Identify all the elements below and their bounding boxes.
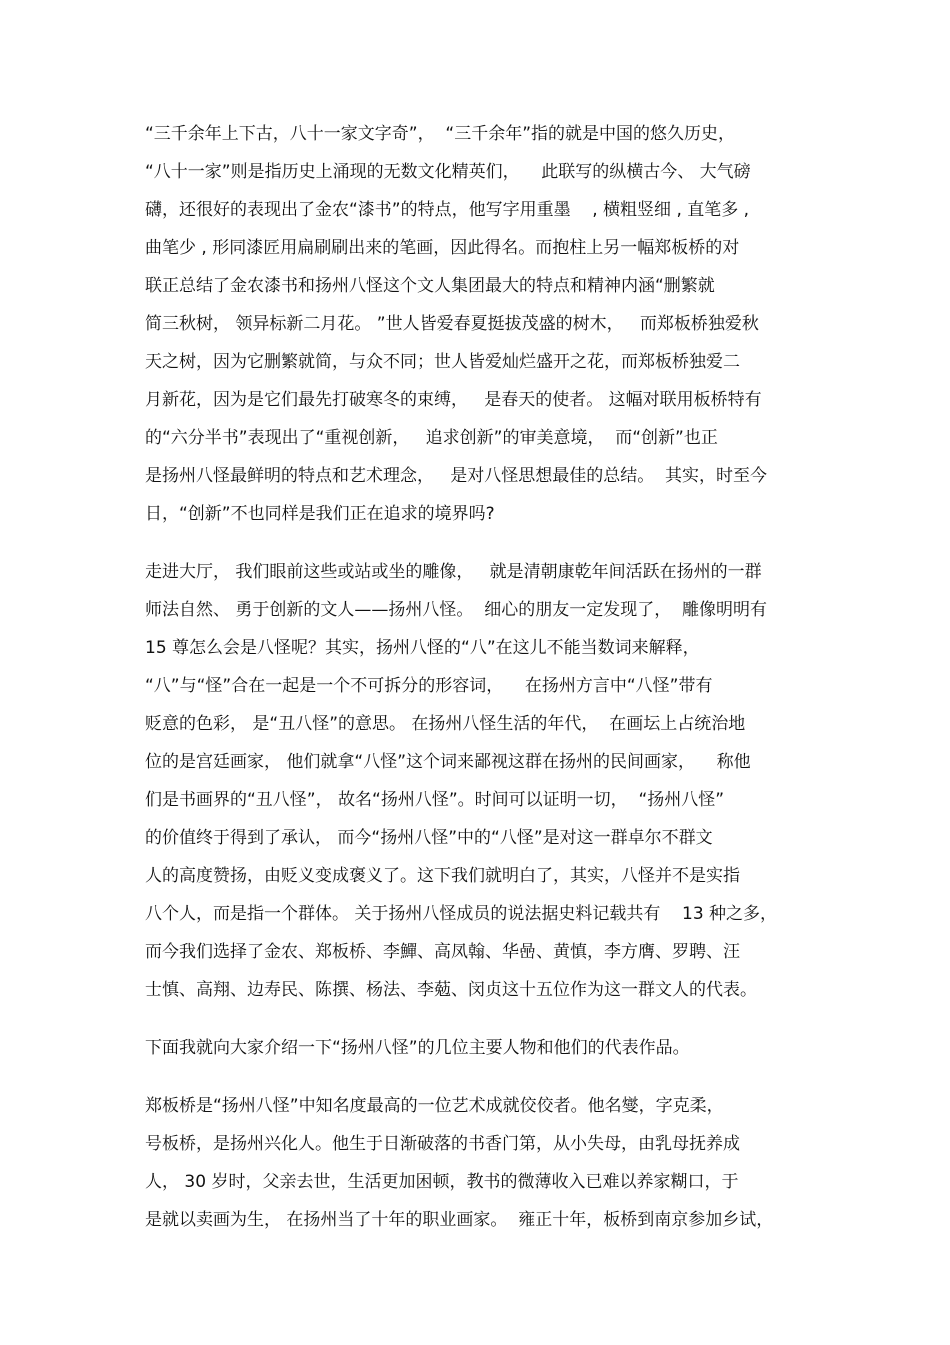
text-line: 下面我就向大家介绍一下“扬州八怪”的几位主要人物和他们的代表作品。 xyxy=(145,1038,690,1058)
text-line: 礴，还很好的表现出了金农“漆书”的特点，他写字用重墨 , 横粗竖细 , 直笔多 , xyxy=(145,200,750,220)
text-line: 走进大厅， 我们眼前这些或站或坐的雕像， 就是清朝康乾年间活跃在扬州的一群 xyxy=(145,562,762,582)
text-line: 郑板桥是“扬州八怪”中知名度最高的一位艺术成就佼佼者。他名燮，字克柔， xyxy=(145,1096,724,1116)
text-line: 是扬州八怪最鲜明的特点和艺术理念， 是对八怪思想最佳的总结。 其实，时至今 xyxy=(145,466,768,486)
text-line: 日，“创新”不也同样是我们正在追求的境界吗? xyxy=(145,504,495,524)
text-line: 曲笔少 , 形同漆匠用扁刷刷出来的笔画，因此得名。而抱柱上另一幅郑板桥的对 xyxy=(145,238,740,258)
text-line: 联正总结了金农漆书和扬州八怪这个文人集团最大的特点和精神内涵“删繁就 xyxy=(145,276,715,296)
text-line: 15 尊怎么会是八怪呢？其实，扬州八怪的“八”在这儿不能当数词来解释， xyxy=(145,638,700,658)
text-line: 们是书画界的“丑八怪”， 故名“扬州八怪”。时间可以证明一切， “扬州八怪” xyxy=(145,790,725,810)
text-line: 的“六分半书”表现出了“重视创新， 追求创新”的审美意境， 而“创新”也正 xyxy=(145,428,718,448)
text-line: 位的是宫廷画家， 他们就拿“八怪”这个词来鄙视这群在扬州的民间画家， 称他 xyxy=(145,752,751,772)
text-line: 号板桥，是扬州兴化人。他生于日渐破落的书香门第，从小失母，由乳母抚养成 xyxy=(145,1134,740,1154)
text-line: “八十一家”则是指历史上涌现的无数文化精英们， 此联写的纵横古今、 大气磅 xyxy=(145,162,751,182)
text-line: 士慎、高翔、边寿民、陈撰、杨法、李葂、闵贞这十五位作为这一群文人的代表。 xyxy=(145,980,757,1000)
text-line: “八”与“怪”合在一起是一个不可拆分的形容词， 在扬州方言中“八怪”带有 xyxy=(145,676,713,696)
text-line: 简三秋树， 领异标新二月花。 ”世人皆爱春夏挺拔茂盛的树木， 而郑板桥独爱秋 xyxy=(145,314,759,334)
text-line: 的价值终于得到了承认， 而今“扬州八怪”中的“八怪”是对这一群卓尔不群文 xyxy=(145,828,713,848)
text-line: 人的高度赞扬，由贬义变成褒义了。这下我们就明白了，其实，八怪并不是实指 xyxy=(145,866,740,886)
text-line: 是就以卖画为生， 在扬州当了十年的职业画家。 雍正十年，板桥到南京参加乡试， xyxy=(145,1210,774,1230)
text-line: 人， 30 岁时，父亲去世，生活更加困顿，教书的微薄收入已难以养家糊口，于 xyxy=(145,1172,739,1192)
text-line: 师法自然、 勇于创新的文人——扬州八怪。 细心的朋友一定发现了， 雕像明明有 xyxy=(145,600,768,620)
text-line: 而今我们选择了金农、郑板桥、李鱓、高凤翰、华喦、黄慎，李方膺、罗聘、汪 xyxy=(145,942,740,962)
text-line: “三千余年上下古，八十一家文字奇”， “三千余年”指的就是中国的悠久历史， xyxy=(145,124,736,144)
text-line: 贬意的色彩， 是“丑八怪”的意思。 在扬州八怪生活的年代， 在画坛上占统治地 xyxy=(145,714,746,734)
text-line: 八个人，而是指一个群体。 关于扬州八怪成员的说法据史料记载共有 13 种之多， xyxy=(145,904,778,924)
text-line: 月新花，因为是它们最先打破寒冬的束缚， 是春天的使者。 这幅对联用板桥特有 xyxy=(145,390,762,410)
text-line: 天之树，因为它删繁就简，与众不同；世人皆爱灿烂盛开之花，而郑板桥独爱二 xyxy=(145,352,740,372)
